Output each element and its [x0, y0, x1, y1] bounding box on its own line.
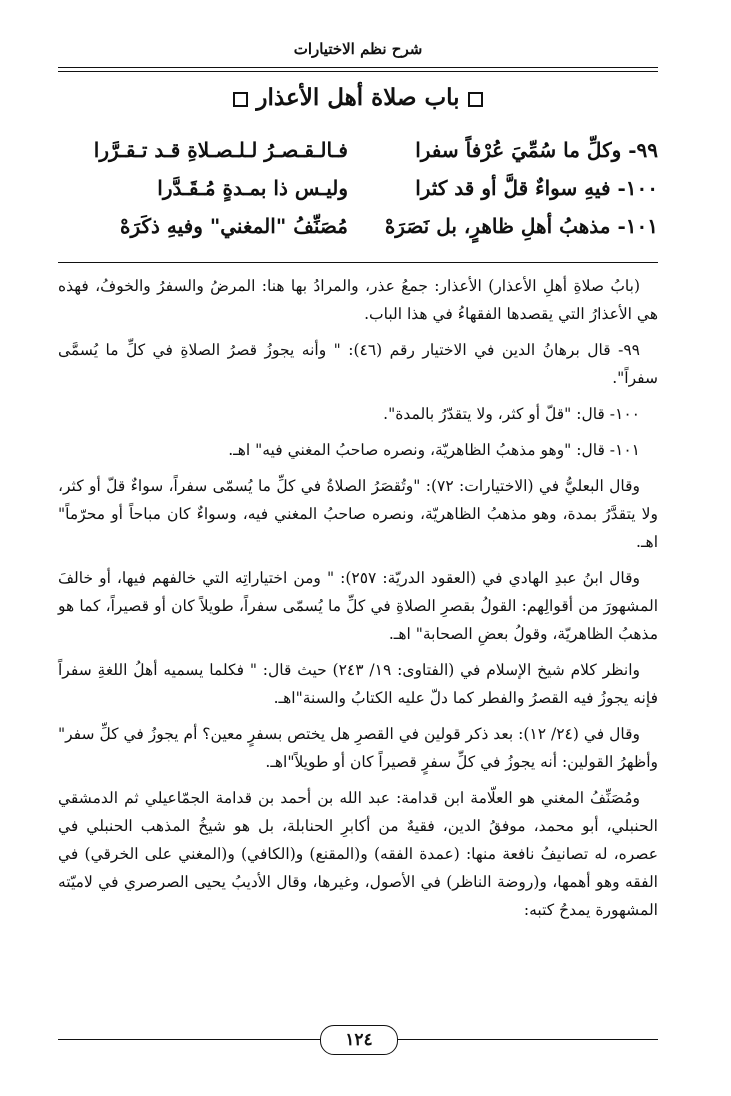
verse-hemistich-first: ١٠٠- فيهِ سواءٌ قلَّ أو قد كثرا	[415, 176, 658, 200]
verses-divider	[58, 262, 658, 263]
chapter-title-text: باب صلاة أهل الأعذار	[256, 84, 460, 111]
verse-hemistich-second: مُصَنِّفُ "المغني" وفيهِ ذكَرَهْ	[119, 214, 348, 238]
header-double-rule	[58, 67, 658, 72]
paragraph: ٩٩- قال برهانُ الدين في الاختيار رقم (٤٦): " وأنه يجوزُ قصرُ الصلاةِ في كلِّ ما يُسمَّى سفراً".	[58, 341, 658, 387]
paragraph: وقال ابنُ عبدِ الهادي في (العقود الدريّة: ٢٥٧): " ومن اختياراتِه التي خالفهم فيها، أو خالفَ المشهورَ من أقوالِهم: القولُ بقصرِ الصلاةِ في كلِّ ما يُسمّى سفراً، طويلاً كان أو قصيراً، كما هو مذهبُ الظاهريّة، وقولُ بعضِ الصحابة" اهـ.	[58, 569, 658, 643]
paragraph: وانظر كلام شيخ الإسلام في (الفتاوى: ١٩/ ٢٤٣) حيث قال: " فكلما يسميه أهلُ اللغةِ سفراً فإنه يجوزُ فيه القصرُ والفطر كما دلّ عليه الكتابُ والسنة"اهـ.	[58, 661, 658, 707]
running-head: شرح نظم الاختيارات	[293, 40, 423, 58]
paragraph: وقال في (٢٤/ ١٢): بعد ذكر قولين في القصرِ هل يختص بسفرٍ معين؟ أم يجوزُ في كلِّ سفر" وأظهرُ القولين: أنه يجوزُ في كلِّ سفرٍ قصيراً كان أو طويلاً"اهـ.	[58, 725, 658, 771]
book-page	[58, 40, 658, 1080]
chapter-title	[58, 84, 658, 111]
square-ornament-icon	[233, 92, 248, 107]
verse-row	[58, 214, 658, 252]
paragraph: ١٠١- قال: "وهو مذهبُ الظاهريّة، ونصره صاحبُ المغني فيه" اهـ.	[228, 441, 640, 459]
paragraph: (بابُ صلاةِ أهلِ الأعذار) الأعذار: جمعُ عذر، والمرادُ بها هنا: المرضُ والسفرُ والخوفُ، فهذه هي الأعذارُ التي يقصدها الفقهاءُ في هذا الباب.	[58, 277, 658, 323]
verse-hemistich-second: وليـس ذا بمـدةٍ مُـقَـدَّرا	[157, 176, 348, 200]
verse-hemistich-first: ٩٩- وكلِّ ما سُمِّيَ عُرْفاً سفرا	[415, 138, 658, 162]
page-footer	[58, 1025, 658, 1055]
paragraph: ومُصَنِّفُ المغني هو العلّامة ابن قدامة: عبد الله بن أحمد بن قدامة الجمّاعيلي ثم الدمشقي الحنبلي، أبو محمد، موفقُ الدين، فقيهٌ من أكابرِ الحنابلة، بل هو شيخُ المذهب الحنبلي في عصره، له تصانيفُ نافعة منها: (عمدة الفقه) و(المقنع) و(الكافي) و(المغني على الخرقي) في الفقه وهو أهمها، و(روضة الناظر) في الأصول، وغيرها، وقال الأديبُ يحيى الصرصري في لاميّته المشهورة يمدحُ كتبه:	[58, 789, 658, 919]
page-number: ١٢٤	[320, 1025, 398, 1055]
verse-row	[58, 138, 658, 176]
verse-hemistich-second: فـالـقـصـرُ لـلـصـلاةِ قـد تـقـرَّرا	[93, 138, 348, 162]
verse-row	[58, 176, 658, 214]
verse-hemistich-first: ١٠١- مذهبُ أهلِ ظاهرٍ، بل نَصَرَهْ	[384, 214, 658, 238]
commentary-body	[58, 272, 658, 932]
poem-verses	[58, 138, 658, 252]
paragraph: وقال البعليُّ في (الاختيارات: ٧٢): "وتُقصَرُ الصلاةُ في كلِّ ما يُسمّى سفراً، سواءٌ قلّ أو كثر، ولا يتقدَّرُ بمدة، وهو مذهبُ الظاهريّة، ونصره صاحبُ المغني فيه، وسواءٌ كان مباحاً أو محرّماً" اهـ.	[58, 477, 658, 551]
paragraph: ١٠٠- قال: "قلّ أو كثر، ولا يتقدّرُ بالمدة".	[383, 405, 640, 423]
square-ornament-icon	[468, 92, 483, 107]
